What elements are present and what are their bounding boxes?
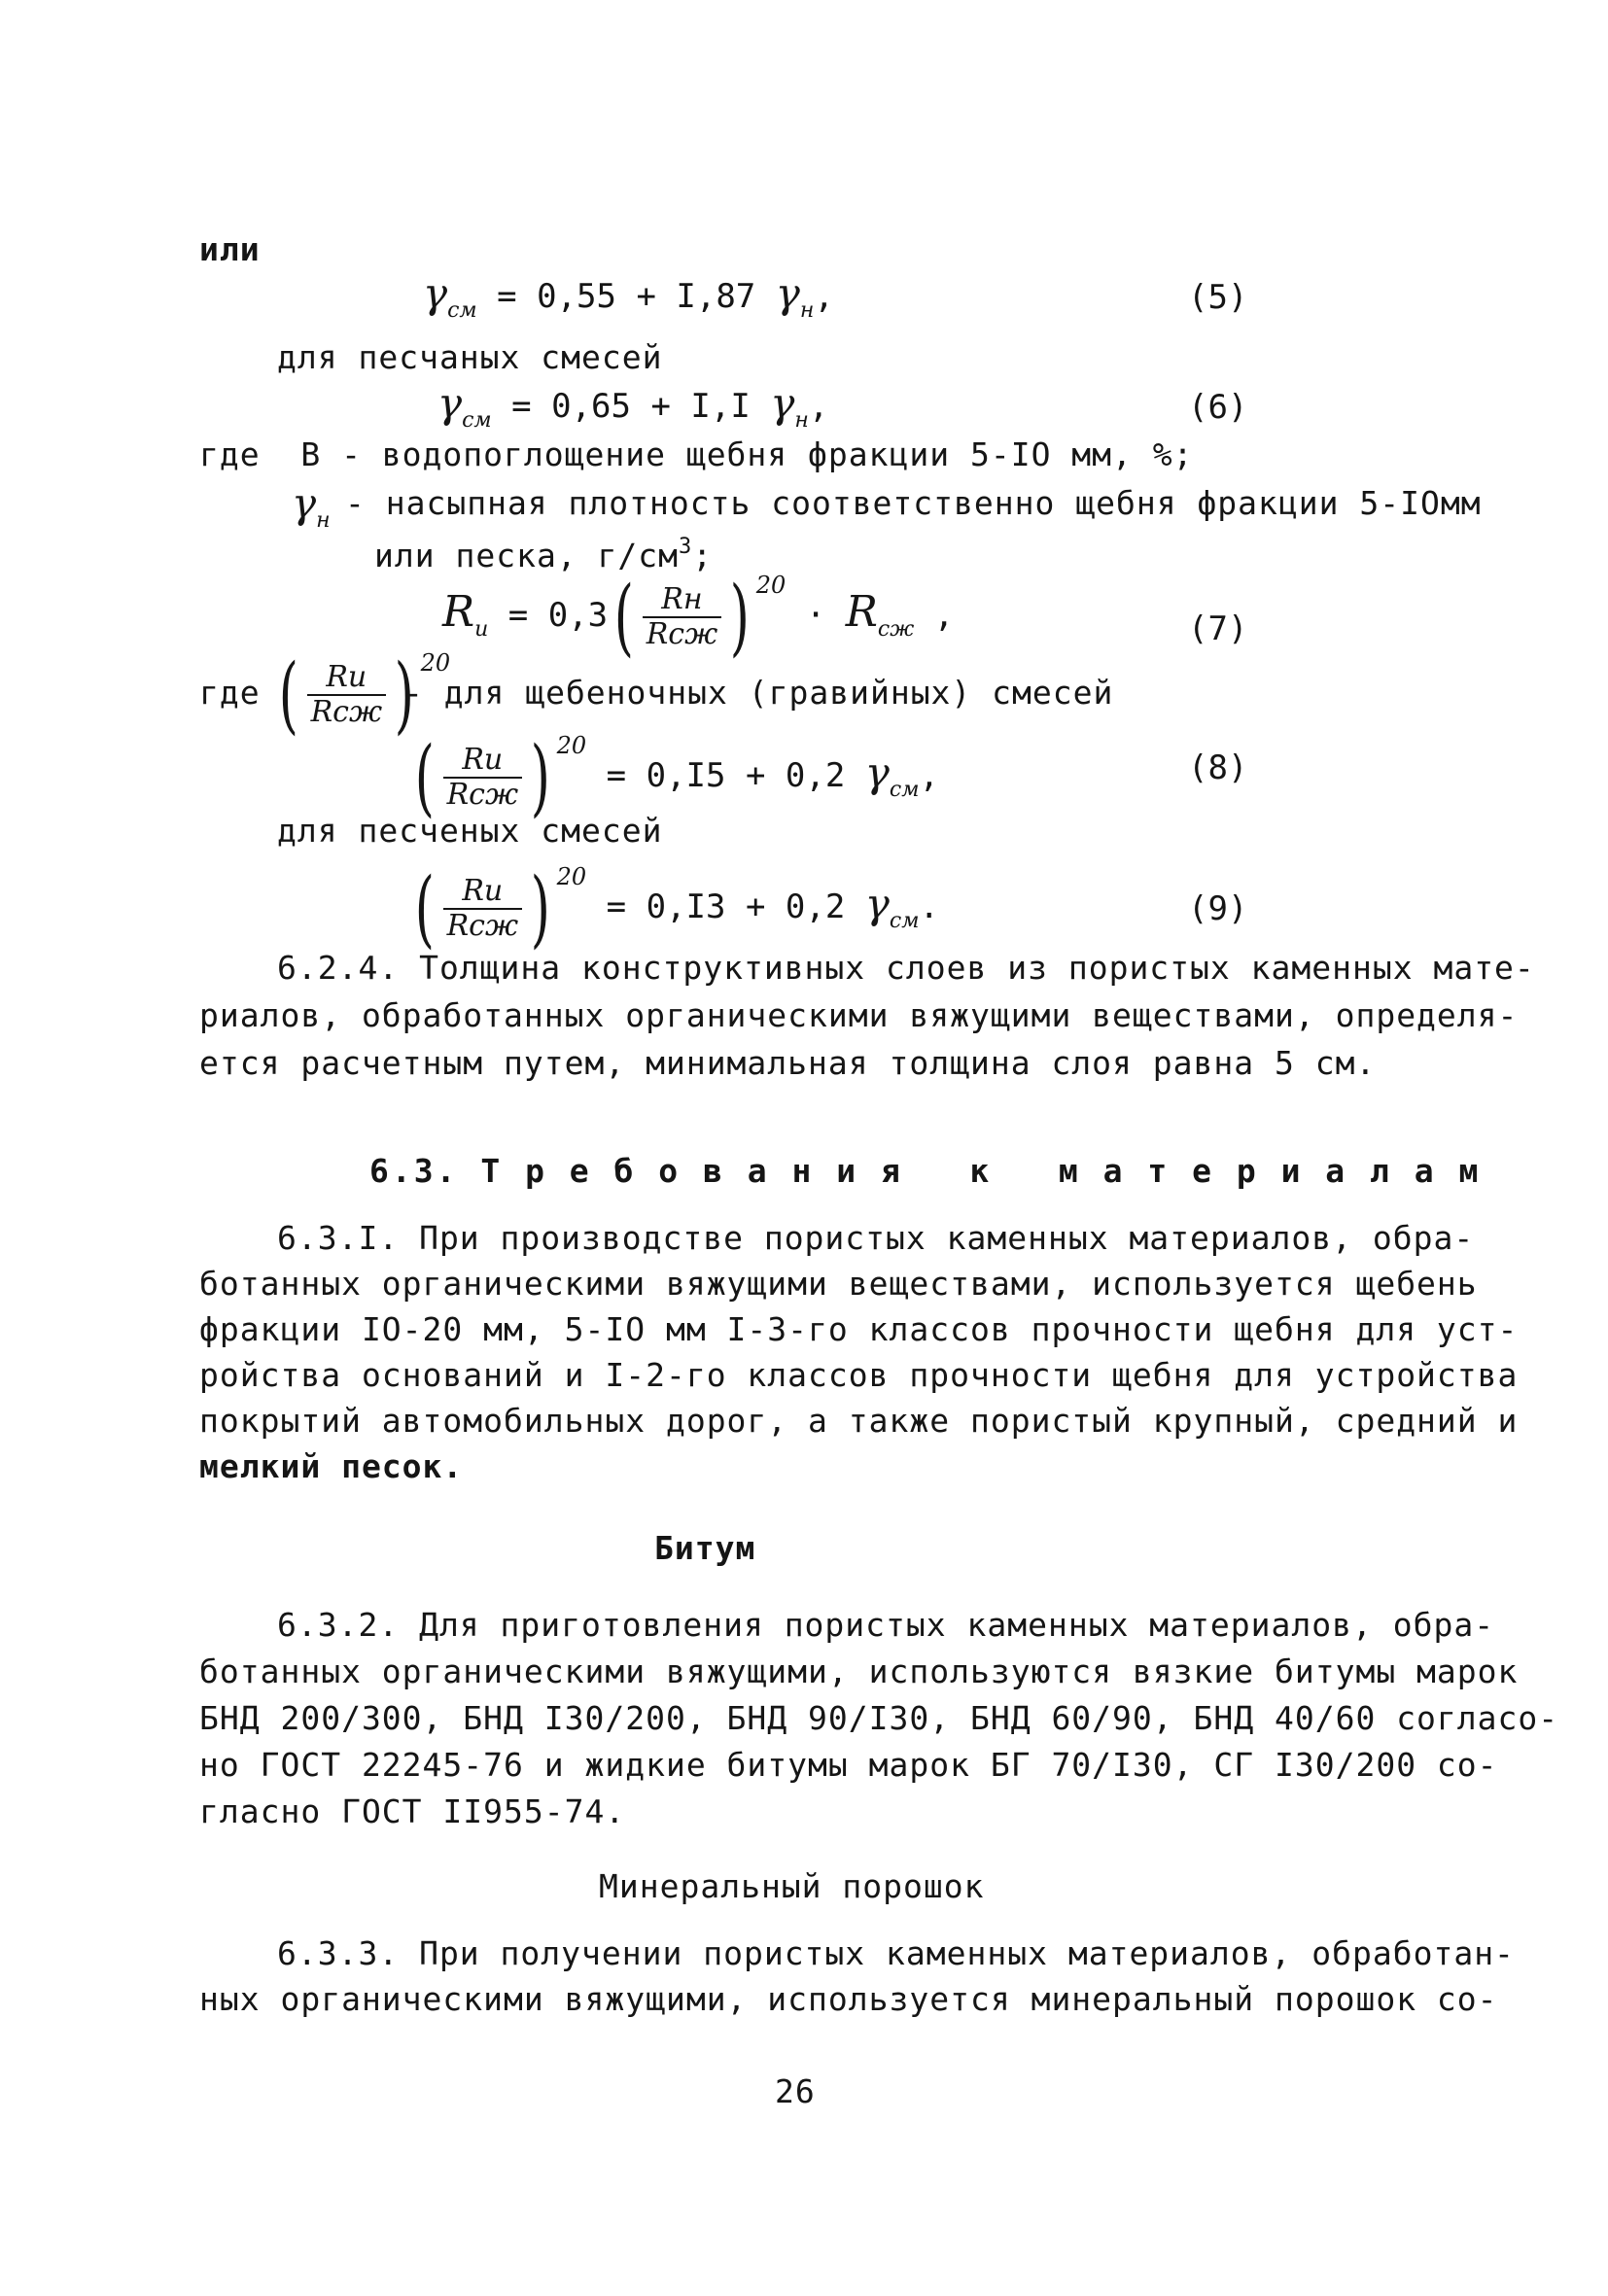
formula-5-number: (5) — [1188, 278, 1248, 317]
gamma-n-symbol: $\gamma_н$ — [292, 479, 331, 533]
formula-5: $\gamma_{см} = 0,55 + I,87$ $\gamma_н$, — [423, 269, 834, 323]
p624-line-3: ется расчетным путем, минимальная толщина слоя равна 5 см. — [199, 1044, 1377, 1082]
p631-line-4: ройства оснований и I-2-го классов прочности щебня для устройства — [199, 1356, 1519, 1394]
p632-line-2: ботанных органическими вяжущими, используются вязкие битумы марок — [199, 1652, 1519, 1690]
formula-8: ( $\frac{Rи}{\text{Rсж}}$ ) $^{20}$ = 0,I5 + 0,2 $\gamma_{см}$, — [414, 728, 939, 826]
p624-line-2: риалов, обработанных органическими вяжущими веществами, определя- — [199, 996, 1519, 1034]
gde-ratio: ( $\frac{Rи}{\text{Rсж}}$ ) $^{20}$ — [278, 645, 451, 744]
p631-line-1: 6.3.I. При производстве пористых каменных материалов, обра- — [277, 1219, 1475, 1257]
formula-6: $\gamma_{см} = 0,65 + I,I$ $\gamma_н$, — [437, 379, 829, 433]
p624-line-1: 6.2.4. Толщина конструктивных слоев из пористых каменных мате- — [277, 949, 1535, 987]
p633-line-1: 6.3.3. При получении пористых каменных материалов, обработан- — [277, 1934, 1515, 1972]
subheading-bitum: Битум — [654, 1529, 756, 1567]
formula-6-number: (6) — [1188, 388, 1248, 427]
p633-line-2: ных органическими вяжущими, используется минеральный порошок со- — [199, 1980, 1498, 2018]
p631-line-2: ботанных органическими вяжущими веществами, используется щебень — [199, 1265, 1478, 1303]
formula-7-number: (7) — [1188, 609, 1248, 648]
p631-line-5: покрытий автомобильных дорог, а также пористый крупный, средний и — [199, 1402, 1519, 1440]
subheading-mineral-powder: Минеральный порошок — [599, 1867, 985, 1905]
p632-line-5: гласно ГОСТ II955-74. — [199, 1792, 626, 1830]
text-dlya-shchebenochnyh: - для щебеночных (гравийных) смесей — [403, 674, 1114, 712]
text-gde-B: где В - водопоглощение щебня фракции 5-IO мм, %; — [199, 435, 1194, 473]
p632-line-1: 6.3.2. Для приготовления пористых каменных материалов, обра- — [277, 1606, 1495, 1644]
p631-line-6: мелкий песок. — [199, 1447, 464, 1485]
formula-8-number: (8) — [1188, 748, 1248, 787]
word-ili: или — [199, 230, 261, 268]
p632-line-3: БНД 200/300, БНД I30/200, БНД 90/I30, БНД 60/90, БНД 40/60 согласо- — [199, 1699, 1559, 1737]
page-number: 26 — [775, 2072, 816, 2110]
p631-line-3: фракции IO-20 мм, 5-IO мм I-3-го классов прочности щебня для уст- — [199, 1310, 1519, 1348]
formula-9: ( $\frac{Rи}{\text{Rсж}}$ ) $^{20}$ = 0,I3 + 0,2 $\gamma_{см}$. — [414, 859, 939, 957]
formula-9-number: (9) — [1188, 889, 1248, 928]
text-gn-def-2: или песка, $г/см^3$; — [374, 535, 714, 574]
text-gn-def-1: - насыпная плотность соответственно щебня фракции 5-IOмм — [345, 484, 1482, 522]
text-dlya-peschanyh-2: для песченых смесей — [277, 812, 663, 850]
formula-7: $R_и = 0,3$( $\frac{Rн}{\text{Rсж}}$ ) $^{20} \cdot R_{сж}$ , — [442, 568, 955, 666]
heading-6-3: 6.3. Т р е б о в а н и я к м а т е р и а л а м — [369, 1152, 1482, 1190]
p632-line-4: но ГОСТ 22245-76 и жидкие битумы марок БГ 70/I30, СГ I30/200 со- — [199, 1746, 1498, 1784]
text-gde-2: где — [199, 674, 261, 712]
text-dlya-peschanyh-1: для песчаных смесей — [277, 338, 663, 376]
